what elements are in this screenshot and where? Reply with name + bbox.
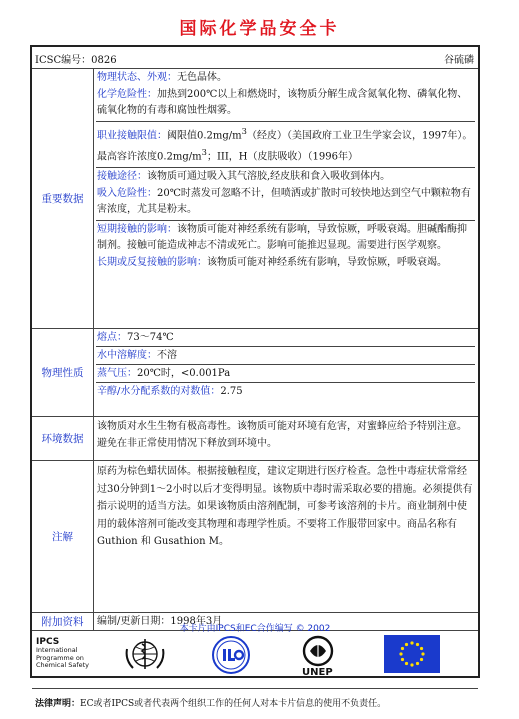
eu-star-icon <box>399 652 402 655</box>
chem-hazard-text: 加热到200℃以上和燃烧时，该物质分解生成含氮氧化物、磷氧化物、硫氧化物的有毒和腐蚀性烟雾。 <box>97 88 468 116</box>
oel-text-a: 阈限值0.2mg/m <box>167 129 242 141</box>
inhalation-label: 吸入危险性： <box>97 187 157 199</box>
oel-sup-2: 3 <box>201 147 207 158</box>
icsc-row <box>32 47 478 69</box>
chemical-name: 谷硫磷 <box>444 55 474 66</box>
short-term-label: 短期接触的影响： <box>97 223 177 235</box>
solubility-value: 不溶 <box>157 350 177 361</box>
legal-statement <box>32 689 478 719</box>
additional-info-text: 编制/更新日期：1998年3月 <box>97 616 223 627</box>
eu-star-icon <box>410 663 413 666</box>
environmental-data-section <box>32 417 478 461</box>
important-data-section <box>32 69 478 329</box>
melting-point-label: 熔点： <box>97 332 127 343</box>
eu-flag-icon <box>384 635 440 673</box>
notes-section <box>32 461 478 613</box>
physical-properties-section <box>32 329 478 417</box>
who-emblem-icon <box>124 635 166 673</box>
eu-star-icon <box>416 662 419 665</box>
route-para <box>96 168 475 221</box>
additional-info-label: 附加资料 <box>32 613 94 630</box>
eu-star-icon <box>401 658 404 661</box>
vapor-pressure-line <box>96 365 475 383</box>
notes-label: 注解 <box>32 461 94 612</box>
icsc-number: ICSC编号：0826 <box>35 55 117 66</box>
legal-label: 法律声明： <box>35 699 81 709</box>
melting-point-value: 73～74℃ <box>127 332 174 343</box>
route-label: 接触途径： <box>97 171 147 183</box>
environmental-data-text: 该物质对水生生物有极高毒性。该物质可能对环境有危害，对蜜蜂应给予特别注意。避免在非正常使用情况下释放到环境中。 <box>97 421 467 449</box>
inhalation-text: 20℃时蒸发可忽略不计，但喷洒或扩散时可较快地达到空气中颗粒物有害浓度，尤其是粉末。 <box>97 187 471 216</box>
solubility-label: 水中溶解度： <box>97 350 157 361</box>
eu-star-icon <box>405 643 408 646</box>
safety-card <box>30 45 480 709</box>
long-term-label: 长期或反复接触的影响： <box>97 256 207 268</box>
oel-label: 职业接触限值： <box>97 129 167 141</box>
card-title: 国际化学品安全卡 <box>179 19 340 39</box>
short-term-para <box>96 221 475 273</box>
ipcs-logo-text <box>36 637 89 670</box>
physical-state-label: 物理状态、外观： <box>97 72 177 83</box>
route-text: 该物质可通过吸入其气溶胶,经皮肤和食入吸收到体内。 <box>147 171 391 183</box>
ilo-emblem-icon <box>211 635 251 675</box>
log-kow-value: 2.75 <box>220 386 243 397</box>
eu-star-icon <box>410 641 413 644</box>
ipcs-line-3: Chemical Safety <box>36 661 90 669</box>
melting-point-line <box>96 329 475 347</box>
eu-star-icon <box>421 652 424 655</box>
eu-star-icon <box>416 643 419 646</box>
oel-para <box>96 122 475 169</box>
log-kow-label: 辛醇/水分配系数的对数值： <box>97 386 221 397</box>
important-data-label: 重要数据 <box>32 69 94 328</box>
logo-strip <box>32 631 478 689</box>
log-kow-line <box>96 383 475 400</box>
long-term-text: 该物质可能对神经系统有影响，导致惊厥，呼吸衰竭。 <box>207 256 447 268</box>
oel-text-b: （经皮）（美国政府工业卫生学家会议，1997年）。最高容许浓度0.2mg/m <box>97 129 473 163</box>
notes-text: 原药为棕色蜡状固体。根据接触程度，建议定期进行医疗检查。急性中毒症状常常经过30分钟到1～2小时以后才变得明显。该物质中毒时需采取必要的措施。必须提供有指示说明的适当方法。如果该物质由溶剂配制，可参考该溶剂的卡片。商业制剂中使用的载体溶剂可能改变其物理和毒理学性质。不要将工作服带回家中。商品名称有 Guthion 和 Gusathion M。 <box>97 466 473 547</box>
vapor-pressure-value: 20℃时，<0.001Pa <box>137 368 231 379</box>
unep-label: UNEP <box>302 667 333 678</box>
short-term-text: 该物质可能对神经系统有影响，导致惊厥，呼吸衰竭。胆碱酯酶抑制剂。接触可能造成神志不清或死亡。影响可能推迟显现。需要进行医学观察。 <box>97 223 467 252</box>
chem-hazard-label: 化学危险性： <box>97 88 157 100</box>
collaboration-note: 本卡片由IPCS和EC合作编写 © 2002 <box>179 624 331 634</box>
oel-sup-1: 3 <box>241 125 247 136</box>
environmental-data-label: 环境数据 <box>32 417 94 460</box>
eu-star-icon <box>420 658 423 661</box>
legal-text: EC或者IPCS或者代表两个组织工作的任何人对本卡片信息的使用不负责任。 <box>80 699 387 709</box>
eu-star-icon <box>401 647 404 650</box>
solubility-line <box>96 347 475 365</box>
eu-star-icon <box>405 662 408 665</box>
ipcs-title: IPCS <box>36 637 60 647</box>
physical-state-text: 无色晶体。 <box>177 72 227 83</box>
oel-text-c: ；III，H（皮肤吸收）（1996年） <box>206 151 358 163</box>
ipcs-line-2: Programme on <box>36 653 84 662</box>
physical-state-para <box>96 69 475 122</box>
physical-properties-label: 物理性质 <box>32 329 94 416</box>
vapor-pressure-label: 蒸气压： <box>97 368 137 379</box>
unep-emblem-icon <box>300 635 336 667</box>
eu-star-icon <box>420 647 423 650</box>
ipcs-line-1: International <box>36 646 78 654</box>
